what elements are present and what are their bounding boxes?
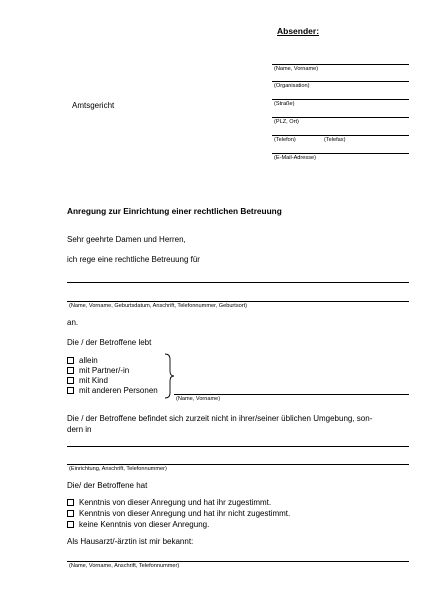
- salutation: Sehr geehrte Damen und Herren,: [67, 235, 186, 244]
- location-line-1[interactable]: [67, 446, 409, 447]
- person-caption: (Name, Vorname, Geburtsdatum, Anschrift, Telefonnummer, Geburtsort): [69, 303, 248, 309]
- knowledge-agreed-checkbox[interactable]: [67, 499, 74, 506]
- location-text-line1: Die / der Betroffene befindet sich zurzeit nicht in ihrer/seiner üblichen Umgebung, son-: [67, 414, 373, 423]
- knowledge-none-checkbox[interactable]: [67, 521, 74, 528]
- sender-email-line[interactable]: [272, 153, 409, 154]
- lives-partner-label: mit Partner/-in: [79, 366, 130, 375]
- knowledge-not-agreed-checkbox[interactable]: [67, 510, 74, 517]
- curly-brace-icon: [163, 353, 175, 399]
- sender-heading: Absender:: [277, 26, 320, 36]
- sender-name-caption: (Name, Vorname): [274, 66, 319, 72]
- sender-email-caption: (E-Mail-Adresse): [274, 155, 316, 161]
- lives-others-checkbox[interactable]: [67, 387, 74, 394]
- location-caption: (Einrichtung, Anschrift, Telefonnummer): [69, 466, 167, 472]
- lives-child-checkbox[interactable]: [67, 377, 74, 384]
- knowledge-agreed-label: Kenntnis von dieser Anregung und hat ihr zugestimmt.: [79, 498, 272, 507]
- lives-alone-checkbox[interactable]: [67, 357, 74, 364]
- intro-text: ich rege eine rechtliche Betreuung für: [67, 255, 200, 264]
- location-line-2[interactable]: [67, 464, 409, 465]
- lives-alone-label: allein: [79, 356, 98, 365]
- lives-others-label: mit anderen Personen: [79, 386, 158, 395]
- others-name-caption: (Name, Vorname): [176, 396, 221, 402]
- person-line-2[interactable]: [67, 301, 409, 302]
- knowledge-none-label: keine Kenntnis von dieser Anregung.: [79, 520, 210, 529]
- person-line-1[interactable]: [67, 282, 409, 283]
- sender-name-line[interactable]: [272, 64, 409, 65]
- sender-organisation-line[interactable]: [272, 81, 409, 82]
- lives-child-label: mit Kind: [79, 376, 108, 385]
- document-title: Anregung zur Einrichtung einer rechtlichen Betreuung: [67, 206, 282, 216]
- sender-phone-caption: (Telefon): [274, 137, 296, 143]
- doctor-line[interactable]: [67, 561, 409, 562]
- sender-street-caption: (Straße): [274, 101, 295, 107]
- sender-city-caption: (PLZ, Ort): [274, 119, 299, 125]
- sender-city-line[interactable]: [272, 117, 409, 118]
- sender-phone-line[interactable]: [272, 135, 409, 136]
- location-text-line2: dern in: [67, 425, 92, 434]
- sender-fax-caption: (Telefax): [324, 137, 346, 143]
- sender-street-line[interactable]: [272, 99, 409, 100]
- an-text: an.: [67, 318, 79, 327]
- recipient-label: Amtsgericht: [72, 101, 115, 110]
- knowledge-label: Die/ der Betroffene hat: [67, 481, 148, 490]
- doctor-caption: (Name, Vorname, Anschrift, Telefonnummer): [69, 563, 180, 569]
- doctor-label: Als Hausarzt/-ärztin ist mir bekannt:: [67, 537, 194, 546]
- knowledge-not-agreed-label: Kenntnis von dieser Anregung und hat ihr nicht zugestimmt.: [79, 509, 291, 518]
- others-name-line[interactable]: [174, 394, 409, 395]
- lives-partner-checkbox[interactable]: [67, 367, 74, 374]
- lives-label: Die / der Betroffene lebt: [67, 338, 152, 347]
- sender-organisation-caption: (Organisation): [274, 83, 310, 89]
